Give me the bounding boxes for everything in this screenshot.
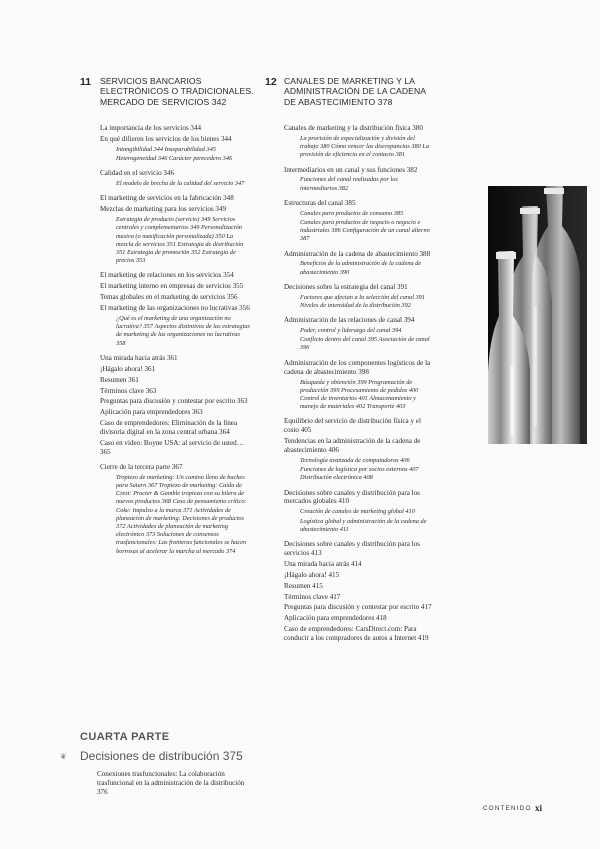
toc-entry[interactable]: Resumen 361 — [100, 375, 139, 384]
toc-group — [284, 166, 434, 193]
toc-entry[interactable]: Intermediarios en un canal y sus funciones 382 — [284, 165, 418, 174]
chapter-12-title — [284, 76, 464, 107]
toc-entry[interactable]: Decisiones sobre la estrategia del canal 391 — [284, 282, 408, 291]
toc-entry[interactable]: Mezclas de marketing para los servicios 349 — [100, 205, 227, 214]
toc-group — [284, 316, 434, 353]
part-label: CUARTA PARTE — [80, 731, 170, 743]
toc-subentry: Heterogeneidad 346 Carácter perecedero 346 — [116, 155, 233, 163]
part-description: Conexiones trasfuncionales: La colaboración trasfuncional en la administración de la distribución 376 — [97, 770, 245, 796]
toc-entry[interactable]: Resumen 415 — [284, 581, 323, 590]
chapter-11-title-line: ELECTRÓNICOS O TRADICIONALES. — [100, 86, 254, 97]
toc-entry[interactable]: Administración de los componentes logísticos de la cadena de abastecimiento 398 — [284, 358, 431, 376]
toc-entry[interactable]: ¡Hágalo ahora! 415 — [284, 570, 340, 579]
chapter-12-title-line: DE ABASTECIMIENTO 378 — [284, 96, 393, 107]
toc-subentry: Factores que afectan a la selección del canal 391 Niveles de intensidad de la distribución 392 — [300, 293, 425, 309]
toc-group — [284, 540, 434, 643]
toc-group — [284, 199, 434, 244]
toc-entry[interactable]: Cierre de la tercera parte 367 — [100, 462, 183, 471]
toc-entry[interactable]: El marketing de las organizaciones no lucrativas 356 — [100, 304, 250, 313]
toc-subentry: Poder, control y liderazgo del canal 394 — [300, 327, 402, 335]
toc-group — [284, 283, 434, 310]
toc-subentry: Tropiezo de marketing: Un camino lleno de baches para Saturn 367 Tropiezo de marketing: Caída de Crest: Procter & Gamble tropieza con su hilera de nuevos productos 368 Caso de pensamiento crítico: Coke: Impulso a la marca 371 Actividades de planeación de marketing: Decisiones de productos 372 Actividades de planeación de marketing electrónico 373 Soluciones de consensos trasfuncionales: Las fronteras funcionales se hacen borrosas al acelerar la marcha al mercado 374 — [116, 473, 247, 555]
toc-entry[interactable]: Decisiones sobre canales y distribución para los mercados globales 410 — [284, 488, 420, 506]
toc-group — [100, 194, 250, 265]
toc-entry[interactable]: Una mirada hacia atrás 414 — [284, 559, 362, 568]
toc-entry[interactable]: Decisiones sobre canales y distribución para los servicios 413 — [284, 539, 420, 557]
toc-entry[interactable]: Caso de emprendedores: CarsDirect.com: Para conducir a los compradores de autos a Internet 419 — [284, 625, 429, 643]
toc-group — [284, 250, 434, 277]
chapter-11-title-line: MERCADO DE SERVICIOS 342 — [100, 96, 227, 107]
chapter-12-title-line: CANALES DE MARKETING Y LA — [284, 76, 416, 86]
chapter-11-title — [100, 76, 280, 107]
page-number: xi — [535, 803, 543, 813]
toc-subentry: Estrategia de producto (servicio) 349 Servicios centrales y complementarios 349 Personalización masiva (o masificación personalizada) 350 La mezcla de servicios 351 Estrategia de distribución 351 Estrategia de promoción 352 Estrategia de precios 353 — [116, 216, 244, 265]
toc-subentry: Logística global y administración de la cadena de abastecimiento 411 — [300, 517, 427, 533]
bottles-photo — [488, 186, 587, 444]
toc-entry[interactable]: El marketing interno en empresas de servicios 355 — [100, 282, 244, 291]
toc-group — [100, 354, 250, 457]
part-title: Decisiones de distribución 375 — [80, 749, 243, 763]
toc-entry[interactable]: Aplicación para emprendedores 363 — [100, 408, 203, 417]
toc-entry[interactable]: Aplicación para emprendedores 418 — [284, 614, 387, 623]
toc-subentry: Funciones del canal realizadas por los intermediarios 382 — [300, 176, 398, 192]
toc-entry[interactable]: Términos clave 363 — [100, 386, 157, 395]
toc-group — [284, 124, 434, 160]
toc-entry[interactable]: Preguntas para discusión y contestar por escrito 363 — [100, 397, 248, 406]
toc-subentry: Canales para productos de negocio o negocio e industriales 386 Configuración de un canal alterno 387 — [300, 218, 430, 243]
bookmark-marker-icon: ❦ — [60, 752, 67, 761]
toc-entry[interactable]: Caso de emprendedores: Eliminación de la línea divisoria digital en la zona central urbana 364 — [100, 419, 238, 437]
toc-entry[interactable]: El marketing de relaciones en los servicios 354 — [100, 271, 234, 280]
chapter-12-number: 12 — [265, 76, 277, 88]
toc-group — [284, 359, 434, 412]
toc-group — [100, 124, 250, 163]
toc-group — [284, 417, 434, 482]
toc-group — [284, 489, 434, 534]
toc-entry[interactable]: En qué difieren los servicios de los bienes 344 — [100, 134, 232, 143]
toc-subentry: Creación de canales de marketing global 410 — [300, 508, 415, 516]
toc-subentry: Canales para productos de consumo 385 — [300, 209, 404, 217]
toc-entry[interactable]: Calidad en el servicio 346 — [100, 169, 175, 178]
toc-entry[interactable]: Tendencias en la administración de la cadena de abastecimiento 406 — [284, 437, 421, 455]
toc-entry[interactable]: Administración de las relaciones de canal 394 — [284, 316, 415, 325]
toc-subentry: El modelo de brecha de la calidad del servicio 347 — [116, 180, 245, 188]
chapter-11-number: 11 — [80, 76, 92, 88]
bottles-illustration — [488, 186, 587, 444]
toc-subentry: Intangibilidad 344 Inseparabilidad 345 — [116, 145, 216, 153]
toc-subentry: Beneficios de la administración de la cadena de abastecimiento 390 — [300, 260, 422, 276]
toc-entry[interactable]: Términos clave 417 — [284, 592, 341, 601]
toc-entry[interactable]: Equilibrio del servicio de distribución física y el costo 405 — [284, 417, 421, 435]
toc-entry[interactable]: Temas globales en el marketing de servicios 356 — [100, 293, 238, 302]
toc-entry[interactable]: Estructuras del canal 385 — [284, 198, 356, 207]
toc-subentry: Conflicto dentro del canal 395 Asociación de canal 396 — [300, 336, 430, 352]
footer-label: CONTENIDO — [483, 805, 532, 812]
toc-entry[interactable]: ¡Hágalo ahora! 361 — [100, 364, 156, 373]
toc-group — [100, 463, 250, 556]
toc-entry[interactable]: La importancia de los servicios 344 — [100, 124, 202, 132]
chapter-11-contents — [100, 124, 250, 562]
toc-subentry: Funciones de logística por socios externos 407 Distribución electrónica 408 — [300, 466, 419, 482]
toc-entry[interactable]: Administración de la cadena de abastecimiento 388 — [284, 249, 431, 258]
toc-subentry: Búsqueda y obtención 399 Programación de producción 399 Procesamiento de pedidos 400 Control de inventarios 401 Almacenamiento y manejo de materiales 402 Transporte 403 — [300, 378, 419, 411]
toc-entry[interactable]: Una mirada hacia atrás 361 — [100, 353, 178, 362]
toc-group — [100, 169, 250, 188]
toc-entry[interactable]: Preguntas para discusión y contestar por escrito 417 — [284, 603, 432, 612]
chapter-11-title-line: SERVICIOS BANCARIOS — [100, 76, 202, 86]
chapter-12-title-line: ADMINISTRACIÓN DE LA CADENA — [284, 86, 427, 97]
toc-subentry: La provisión de especialización y división del trabajo 380 Cómo vencer las discrepancias 380 La provisión de eficiencia en el contacto 381 — [300, 134, 430, 159]
toc-subentry: Tecnología avanzada de computadoras 406 — [300, 456, 410, 464]
toc-entry[interactable]: El marketing de servicios en la fabricación 348 — [100, 194, 234, 203]
toc-entry[interactable]: Canales de marketing y la distribución física 380 — [284, 124, 423, 132]
toc-group — [100, 271, 250, 347]
chapter-12-contents — [284, 124, 434, 649]
toc-entry[interactable]: Caso en video: Boyne USA: al servicio de usted… 365 — [100, 439, 244, 456]
toc-subentry: ¿Qué es el marketing de una organización no lucrativa? 357 Aspectos distintivos de las estrategias de marketing de las organizaciones no lucrativas 358 — [116, 314, 250, 347]
